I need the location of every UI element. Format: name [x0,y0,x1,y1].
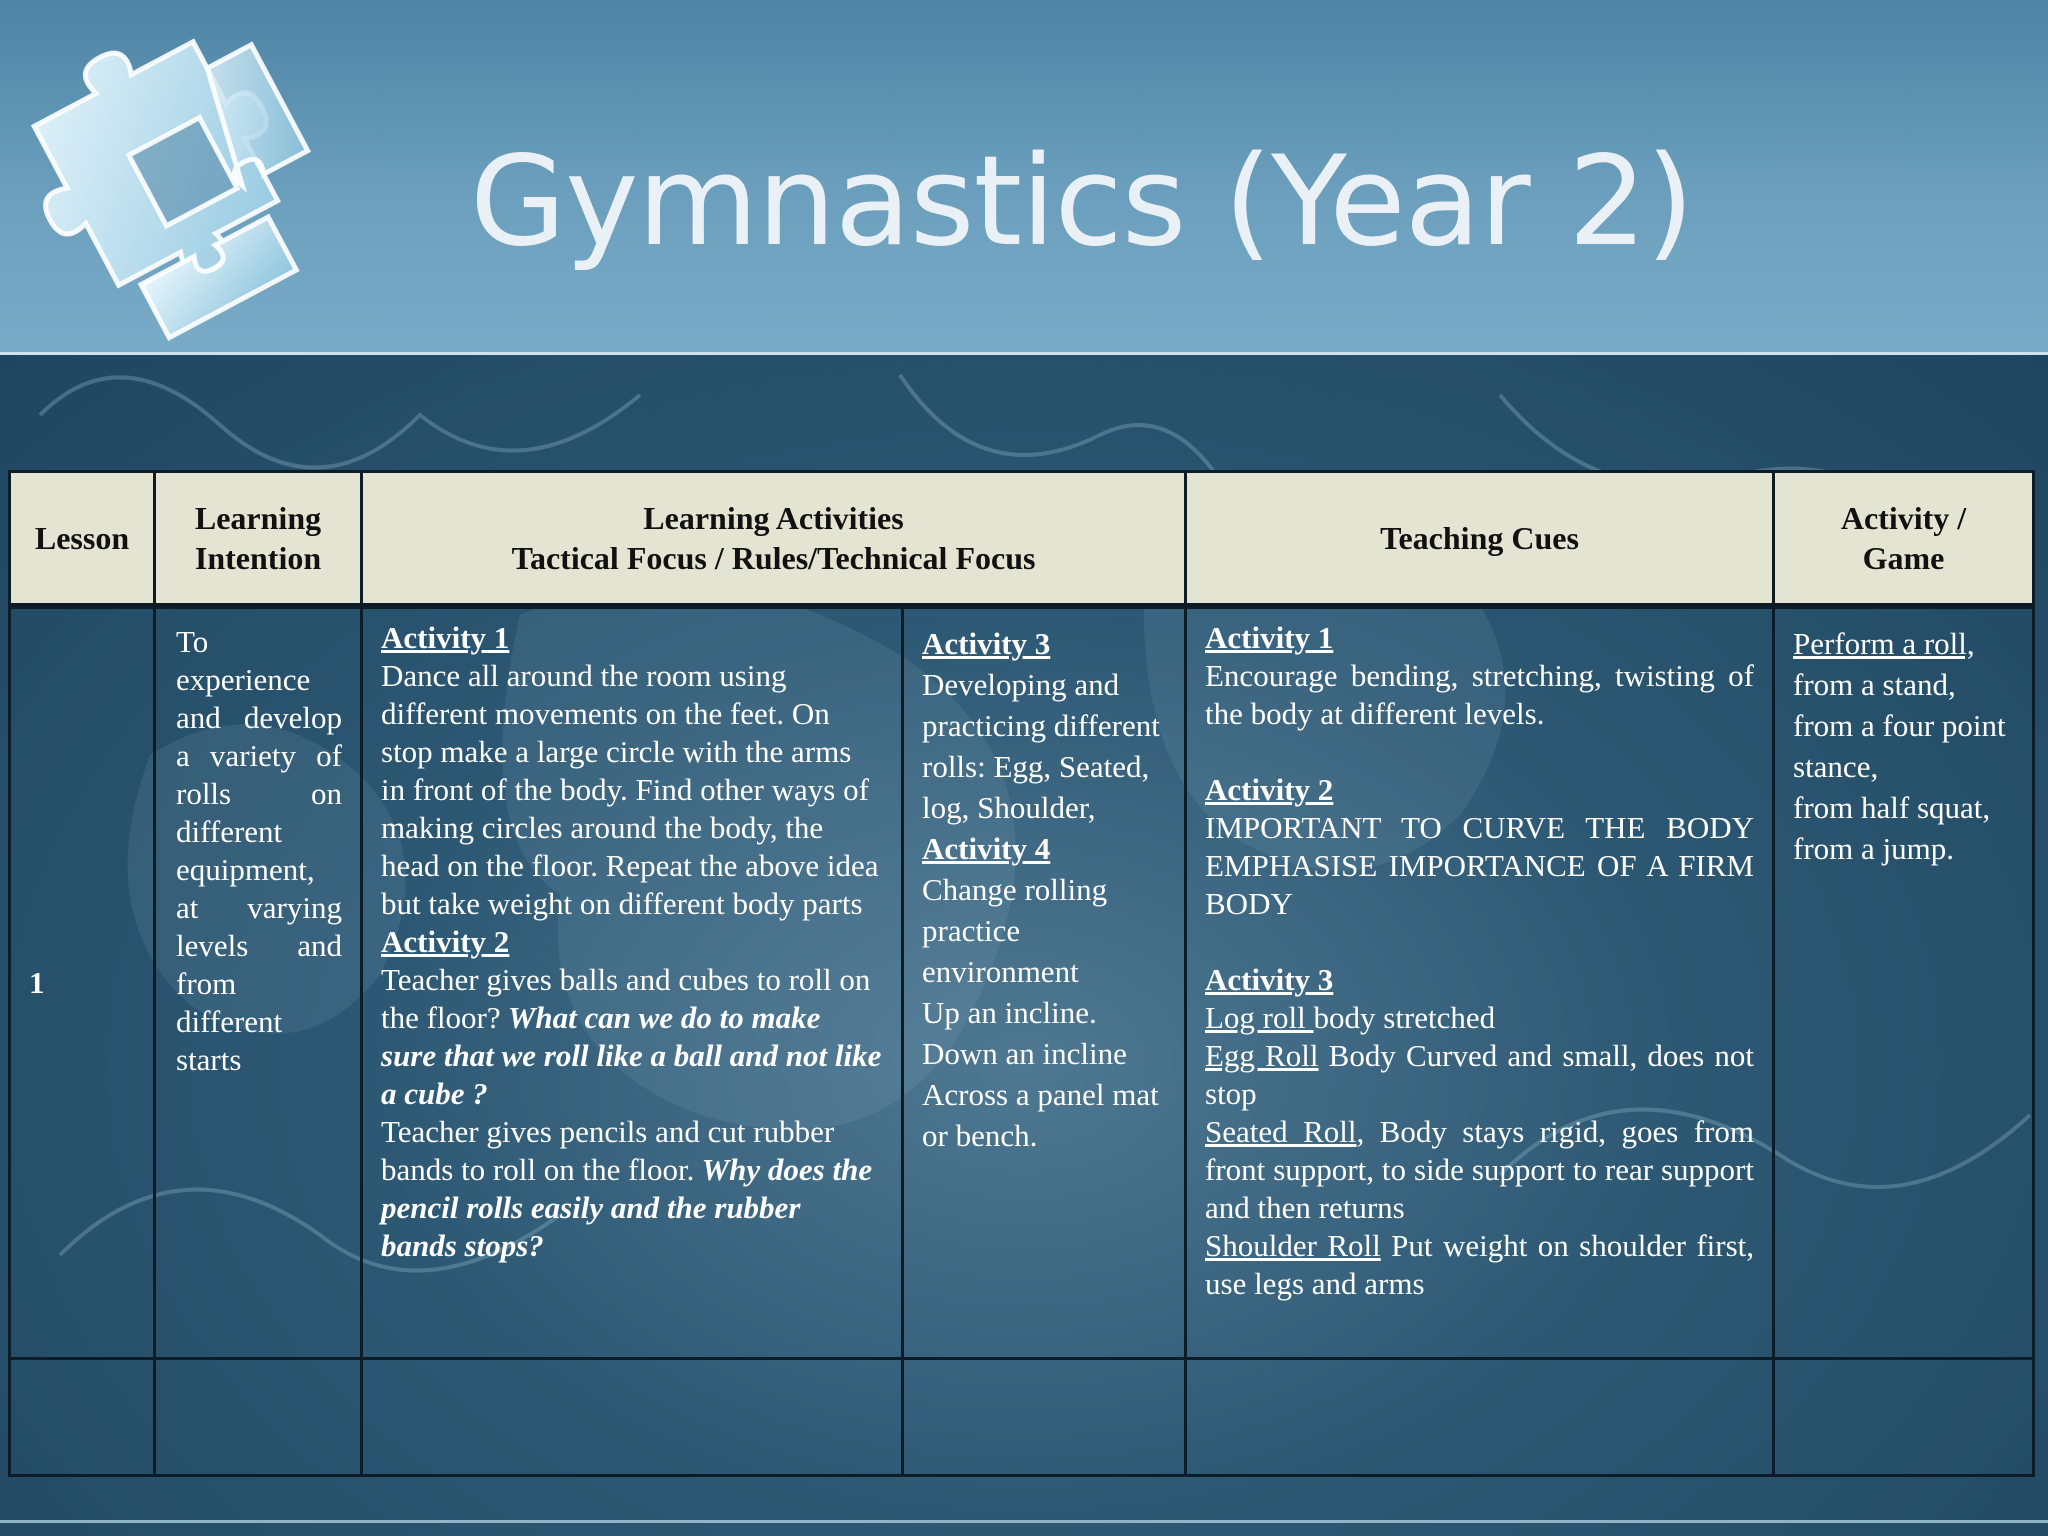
game-line: from half squat, [1793,790,1991,825]
table-header-row [10,472,2034,607]
game-line: from a stand, [1793,667,1956,702]
cue-activity-1-text: Encourage bending, stretching, twisting of the body at different levels. [1205,658,1754,731]
puzzle-pieces-icon [10,0,370,370]
empty-cell [362,1358,903,1475]
header-teaching-cues: Teaching Cues [1186,472,1774,607]
activity-1-text: Dance all around the room using different movements on the feet. On stop make a large circle with the arms in front of the body. Find other ways of making circles around the body, the head on the floor. Repeat the above idea but take weight on different body parts [381,658,879,921]
activity-4-title: Activity 4 [922,831,1051,866]
table-row [10,606,2034,1358]
footer-divider [0,1520,2048,1523]
lesson-number: 1 [10,606,155,1358]
activity-game-cell [1774,606,2034,1358]
game-line: from a jump. [1793,831,1954,866]
cue-activity-1-title: Activity 1 [1205,620,1334,655]
log-roll-cue: Log roll body stretched [1205,1000,1496,1035]
cue-activity-2-title: Activity 2 [1205,772,1334,807]
learning-activities-cell-2 [903,606,1186,1358]
header-learning-activities: Learning Activities Tactical Focus / Rules/Technical Focus [362,472,1186,607]
game-line: from a four point stance, [1793,708,2006,784]
empty-cell [155,1358,362,1475]
page-title: Gymnastics (Year 2) [470,130,1694,274]
activity-2-title: Activity 2 [381,924,510,959]
shoulder-roll-cue: Shoulder Roll Put weight on shoulder first, use legs and arms [1205,1228,1755,1301]
activity-2-text: Teacher gives balls and cubes to roll on the floor? What can we do to make sure that we roll like a ball and not like a cube ? [381,962,882,1111]
learning-activities-cell [362,606,903,1358]
activity-4-line: Down an incline [922,1036,1127,1071]
empty-cell [1774,1358,2034,1475]
activity-4-line: Up an incline. [922,995,1097,1030]
seated-roll-cue: Seated Roll, Body stays rigid, goes from front support, to side support to rear support and then returns [1205,1114,1754,1225]
activity-3-text: Developing and practicing different rolls: Egg, Seated, log, Shoulder, [922,667,1160,825]
teaching-cues-cell [1186,606,1774,1358]
header-learning-intention: Learning Intention [155,472,362,607]
empty-cell [10,1358,155,1475]
activity-1-title: Activity 1 [381,620,510,655]
activity-4-line: Across a panel mat or bench. [922,1077,1159,1153]
game-line: Perform a roll, [1793,626,1975,661]
activity-4-text: Change rolling practice environment [922,872,1108,989]
cue-activity-3-title: Activity 3 [1205,962,1334,997]
lesson-plan-table [8,470,2035,1477]
empty-cell [903,1358,1186,1475]
header-activity-game: Activity / Game [1774,472,2034,607]
table-row-empty [10,1358,2034,1475]
egg-roll-cue: Egg Roll Body Curved and small, does not stop [1205,1038,1754,1111]
activity-3-title: Activity 3 [922,626,1051,661]
learning-intention-cell: To experience and develop a variety of rolls on different equipment, at varying levels and from different starts [155,606,362,1358]
cue-activity-2-text: IMPORTANT TO CURVE THE BODY EMPHASISE IMPORTANCE OF A FIRM BODY [1205,810,1754,921]
header-lesson: Lesson [10,472,155,607]
activity-2-text-2: Teacher gives pencils and cut rubber bands to roll on the floor. Why does the pencil rolls easily and the rubber bands stops? [381,1114,873,1263]
empty-cell [1186,1358,1774,1475]
